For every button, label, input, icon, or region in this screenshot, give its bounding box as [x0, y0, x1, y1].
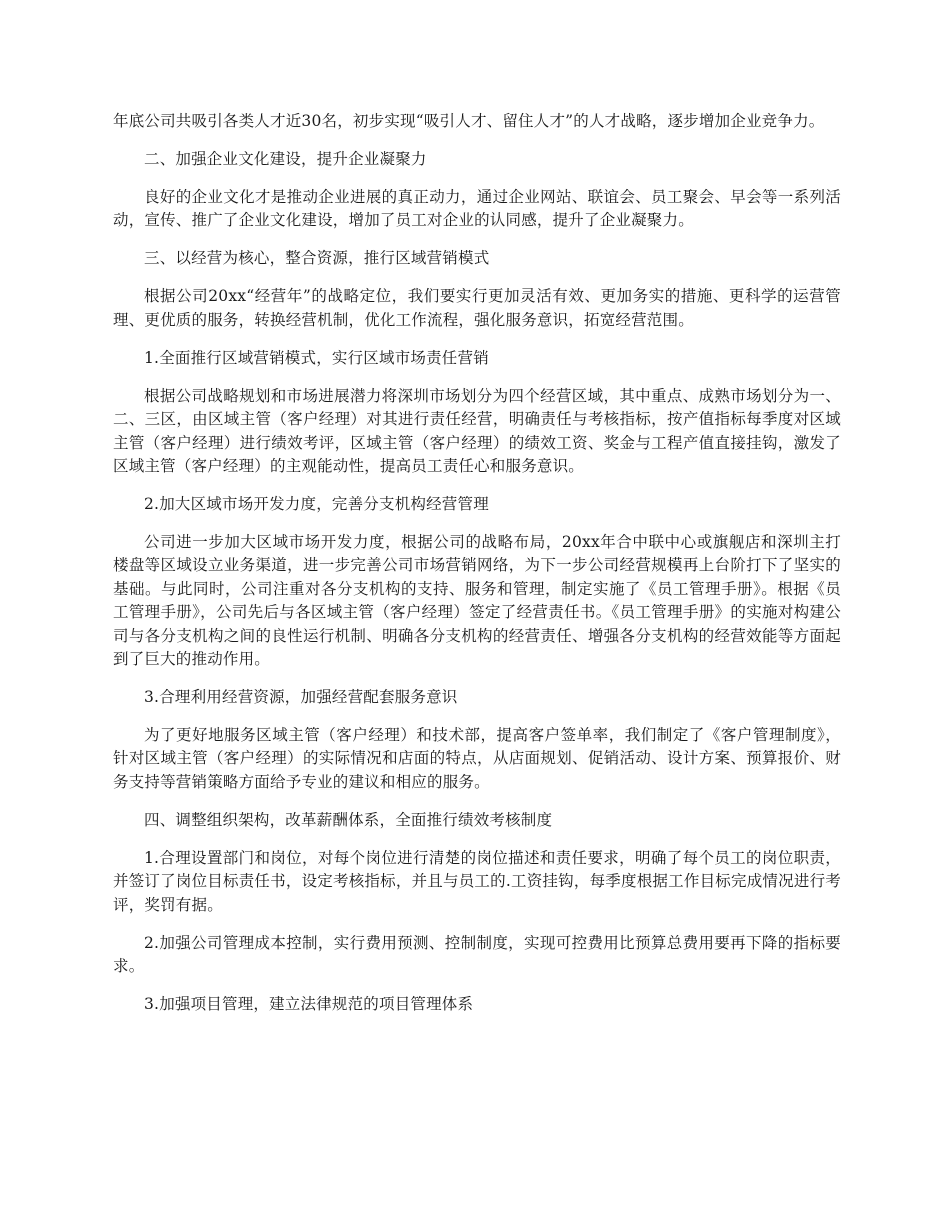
paragraph-talent-summary: 年底公司共吸引各类人才近30名，初步实现“吸引人才、留住人才”的人才战略，逐步增加企业竞争力。 [113, 112, 825, 130]
document-body [113, 110, 841, 1031]
heading-corporate-culture: 二、加强企业文化建设，提升企业凝聚力 [144, 150, 427, 168]
paragraph-branch-management: 公司进一步加大区域市场开发力度，根据公司的战略布局，20xx年合中联中心或旗舰店和深圳主打楼盘等区域设立业务渠道，进一步完善公司市场营销网络，为下一步公司经营规模再上台阶打下了坚实的基础。与此同时，公司注重对各分支机构的支持、服务和管理，制定实施了《员工管理手册》。根据《员工管理手册》，公司先后与各区域主管（客户经理）签定了经营责任书。《员工管理手册》的实施对构建公司与各分支机构之间的良性运行机制、明确各分支机构的经营责任、增强各分支机构的经营效能等方面起到了巨大的推动作用。 [113, 533, 841, 669]
paragraph-service-awareness: 为了更好地服务区域主管（客户经理）和技术部，提高客户签单率，我们制定了《客户管理制度》，针对区域主管（客户经理）的实际情况和店面的特点，从店面规划、促销活动、设计方案、预算报价、财务支持等营销策略方面给予专业的建议和相应的服务。 [113, 726, 841, 791]
paragraph-positions: 1.合理设置部门和岗位，对每个岗位进行清楚的岗位描述和责任要求，明确了每个员工的岗位职责，并签订了岗位目标责任书，设定考核指标，并且与员工的.工资挂钩，每季度根据工作目标完成情况进行考评，奖罚有据。 [113, 848, 841, 914]
subheading-service-awareness: 3.合理利用经营资源，加强经营配套服务意识 [144, 688, 458, 707]
subheading-regional-responsibility: 1.全面推行区域营销模式，实行区域市场责任营销 [144, 348, 489, 367]
paragraph-corporate-culture: 良好的企业文化才是推动企业进展的真正动力，通过企业网站、联谊会、员工聚会、早会等一系列活动，宣传、推广了企业文化建设，增加了员工对企业的认同感，提升了企业凝聚力。 [113, 188, 841, 230]
subheading-branch-management: 2.加大区域市场开发力度，完善分支机构经营管理 [144, 495, 489, 514]
paragraph-regional-responsibility: 根据公司战略规划和市场进展潜力将深圳市场划分为四个经营区域，其中重点、成熟市场划分为一、二、三区，由区域主管（客户经理）对其进行责任经营，明确责任与考核指标，按产值指标每季度对区域主管（客户经理）进行绩效考评，区域主管（客户经理）的绩效工资、奖金与工程产值直接挂钩，激发了区域主管（客户经理）的主观能动性，提高员工责任心和服务意识。 [113, 386, 841, 476]
heading-regional-marketing: 三、以经营为核心，整合资源，推行区域营销模式 [144, 249, 490, 268]
paragraph-project-management: 3.加强项目管理，建立法律规范的项目管理体系 [144, 995, 474, 1014]
heading-organization-structure: 四、调整组织架构，改革薪酬体系，全面推行绩效考核制度 [144, 810, 553, 829]
paragraph-strategy: 根据公司20xx“经营年”的战略定位，我们要实行更加灵活有效、更加务实的措施、更科学的运营管理、更优质的服务，转换经营机制，优化工作流程，强化服务意识，拓宽经营范围。 [113, 287, 841, 329]
paragraph-cost-control: 2.加强公司管理成本控制，实行费用预测、控制制度，实现可控费用比预算总费用要再下降的指标要求。 [113, 933, 841, 976]
